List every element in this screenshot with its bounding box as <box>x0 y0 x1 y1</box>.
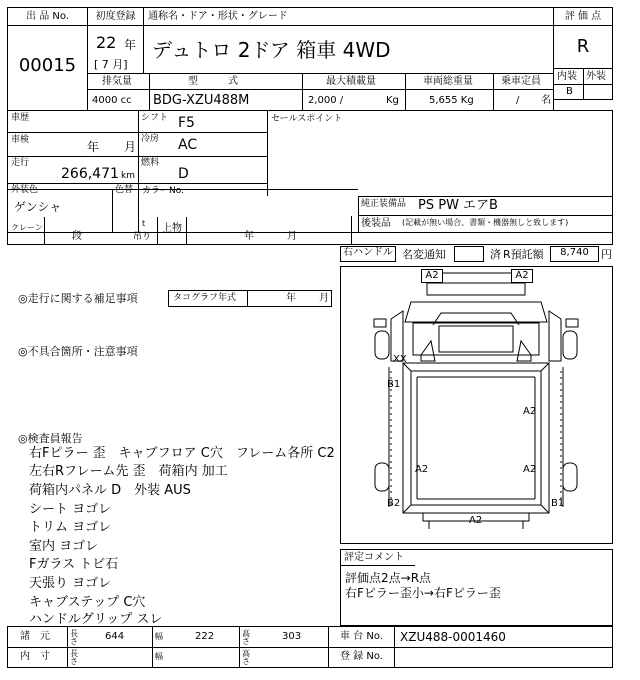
overall-score: R <box>576 36 590 57</box>
first-registration-cell <box>87 7 144 74</box>
damage-mark: A2 <box>523 464 537 475</box>
registration-no-label: 登 録 No. <box>340 651 383 662</box>
recycle-fee-label: R預託額 <box>503 248 544 261</box>
damage-mark: B1 <box>387 379 401 390</box>
damage-mark: A2 <box>421 269 443 283</box>
aftermarket-label: 後装品 <box>361 218 391 229</box>
recycle-done-label: 済 <box>490 248 501 261</box>
inspection-month: 月 <box>124 140 137 154</box>
width-label: 幅 <box>155 632 163 641</box>
score-cell <box>553 7 613 100</box>
defect-notes-label: ◎不具合箇所・注意事項 <box>18 345 138 358</box>
name-change-box <box>454 246 484 262</box>
equipment-label: 純正装備品 <box>361 199 407 209</box>
ext-color-value: ゲンシャ <box>14 200 62 214</box>
height-value: 303 <box>282 631 302 642</box>
reg-year-unit: 年 <box>124 38 137 52</box>
reg-year: 22 <box>96 33 117 52</box>
model-code-label: 型 式 <box>188 76 238 87</box>
displacement-value: 4000 cc <box>92 95 132 106</box>
fuel-label: 燃料 <box>141 158 160 168</box>
gross-weight-label: 車両総重量 <box>423 76 473 87</box>
inspector-line: トリム ヨゴレ <box>29 520 112 535</box>
aftermarket-note: (記載が無い場合、書類・機器無しと致します) <box>402 218 569 227</box>
inspector-line: 荷箱内パネル D 外装 AUS <box>29 483 191 498</box>
shift-label: シフト <box>141 113 169 123</box>
chassis-no-value: XZU488-0001460 <box>400 630 506 644</box>
evaluation-comment-box <box>340 549 613 626</box>
damage-mark: A2 <box>523 406 537 417</box>
damage-mark: B1 <box>551 498 565 509</box>
lift-month-unit: 月 <box>287 231 297 242</box>
capacity-unit: 名 <box>541 95 551 106</box>
inspector-line: キャブステップ C穴 <box>29 595 146 610</box>
reg-month: [ 7 月] <box>94 58 128 71</box>
length-value: 644 <box>105 631 125 642</box>
damage-mark: A2 <box>511 269 533 283</box>
model-name: デュトロ 2ドア 箱車 4WD <box>152 38 391 62</box>
cooling-value: AC <box>178 137 198 153</box>
interior-grade: B <box>566 86 573 97</box>
model-code: BDG-XZU488M <box>153 93 250 108</box>
tachograph-box <box>168 290 332 307</box>
max-load-unit: Kg <box>386 95 399 106</box>
history-label: 車歴 <box>11 113 30 123</box>
tachograph-year: 年 <box>286 293 296 304</box>
recycle-fee-unit: 円 <box>601 248 612 261</box>
inner-height-label: 高さ <box>242 649 250 666</box>
lift-year-unit: 年 <box>244 231 254 242</box>
chassis-no-label: 車 台 No. <box>340 631 383 642</box>
model-name-cell <box>143 7 554 74</box>
mileage-label: 走行 <box>11 158 30 168</box>
inspector-line: 左右Rフレーム先 歪 荷箱内 加工 <box>29 464 228 479</box>
right-hand-drive-label: 右ハンドル <box>340 246 396 262</box>
capacity-label: 乗車定員 <box>501 76 541 87</box>
mileage-unit: km <box>121 171 135 181</box>
inspector-line: シート ヨゴレ <box>29 502 112 517</box>
damage-mark: B2 <box>387 498 401 509</box>
score-label: 評 価 点 <box>564 11 602 22</box>
lot-number: 00015 <box>18 55 77 76</box>
mileage-value: 266,471 <box>61 166 119 182</box>
tachograph-label: タコグラフ年式 <box>173 293 237 303</box>
lift-label: 上物 <box>162 223 182 234</box>
inspector-line: 室内 ヨゴレ <box>29 539 99 554</box>
interior-label: 内装 <box>557 71 577 82</box>
first-reg-label: 初度登録 <box>95 11 136 22</box>
damage-diagram <box>340 266 613 544</box>
inspector-line: ハンドルグリップ スレ <box>29 612 163 627</box>
truck-outline-svg <box>341 267 612 543</box>
damage-mark: A2 <box>415 464 429 475</box>
inner-width-label: 幅 <box>155 652 163 661</box>
sales-point-label: セールスポイント <box>271 114 343 124</box>
evaluation-line: 評価点2点→R点 <box>345 571 432 585</box>
max-load-label: 最大積載量 <box>326 76 376 87</box>
length-label: 長さ <box>70 629 78 646</box>
displacement-label: 排気量 <box>102 76 132 87</box>
inner-dims-label: 内 寸 <box>20 651 50 662</box>
shift-value: F5 <box>178 115 195 131</box>
inspector-report-label: ◎検査員報告 <box>18 432 83 445</box>
damage-mark: A2 <box>469 515 483 526</box>
width-value: 222 <box>195 631 215 642</box>
height-label: 高さ <box>242 629 250 646</box>
name-change-label: 名変通知 <box>402 248 446 261</box>
crane-t-unit: t <box>142 219 146 228</box>
crane-label: クレーン <box>11 223 43 232</box>
tachograph-month: 月 <box>319 293 329 304</box>
crane-stage-unit: 段 <box>72 231 82 242</box>
lot-no-cell <box>7 7 88 111</box>
gross-weight-value: 5,655 Kg <box>429 95 474 106</box>
equipment-value: PS PW エアB <box>418 198 498 213</box>
crane-hoist-unit: 吊り <box>133 232 152 242</box>
spec-row <box>87 73 554 111</box>
evaluation-label: 評定コメント <box>344 552 404 563</box>
inspector-line: 天張り ヨゴレ <box>29 576 112 591</box>
inspector-line: Fガラス トビ石 <box>29 557 119 572</box>
inspector-line: 右Fピラー 歪 キャブフロア C穴 フレーム各所 C2 <box>29 446 335 461</box>
color-change-label: 色替 <box>115 185 134 195</box>
evaluation-line: 右Fピラー歪小→右Fピラー歪 <box>345 586 501 600</box>
damage-mark: XX <box>393 354 407 365</box>
dims-label: 諸 元 <box>20 631 50 642</box>
inspection-year: 年 <box>87 140 100 154</box>
fuel-value: D <box>178 166 189 182</box>
footer-table <box>7 626 613 668</box>
recycle-fee-box: 8,740 <box>550 246 599 262</box>
max-load-value: 2,000 / <box>308 95 344 106</box>
model-name-label: 通称名・ドア・形状・グレード <box>148 11 288 22</box>
exterior-label: 外装 <box>586 71 606 82</box>
inspection-label: 車検 <box>11 135 30 145</box>
ext-color-label: 外装色 <box>11 185 39 195</box>
cooling-label: 冷房 <box>141 134 160 144</box>
color-code-label: カラーNo. <box>142 186 184 196</box>
capacity-sep: / <box>516 95 520 106</box>
lot-no-label: 出 品 No. <box>26 11 69 22</box>
driving-notes-label: ◎走行に関する補足事項 <box>18 292 138 305</box>
inner-length-label: 長さ <box>70 649 78 666</box>
crane-row <box>7 216 352 245</box>
